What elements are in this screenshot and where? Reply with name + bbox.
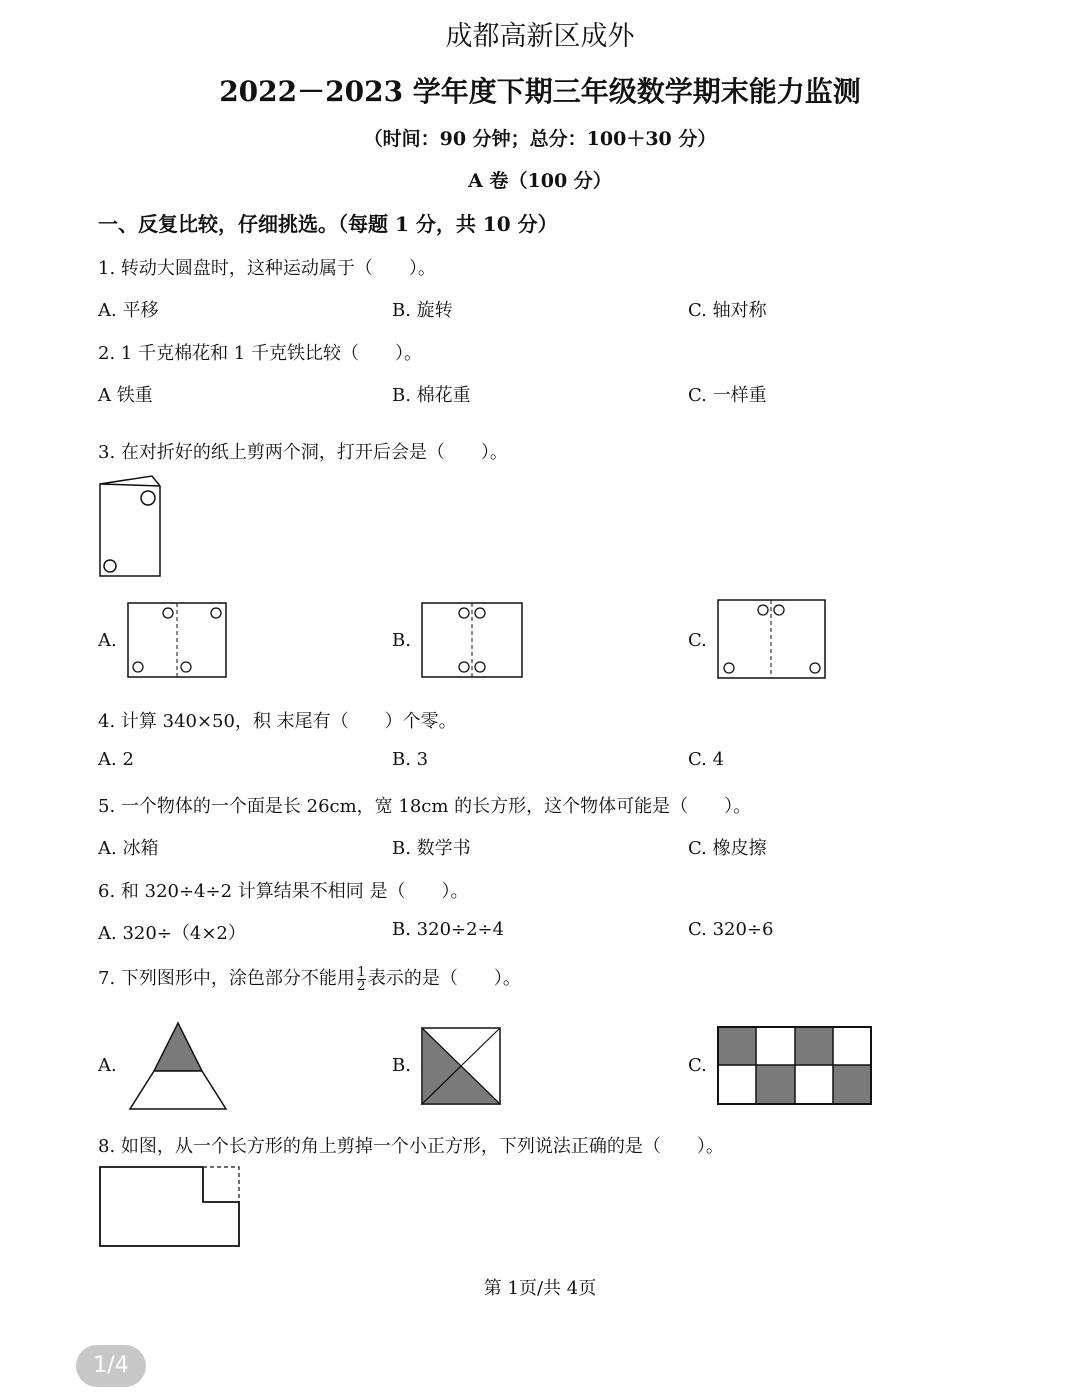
page-indicator[interactable]: 1/4: [76, 1345, 146, 1387]
q3-option-b: B.: [392, 630, 411, 651]
exam-title: 2022－2023 学年度下期三年级数学期末能力监测: [219, 75, 861, 108]
q3-figure-a: [127, 602, 227, 680]
q4-option-c: C. 4: [688, 749, 725, 770]
q5-option-c: C. 橡皮擦: [688, 838, 767, 859]
question-5: 5. 一个物体的一个面是长 26cm，宽 18cm 的长方形，这个物体可能是（ ）。: [98, 796, 752, 817]
volume-label: A 卷（100 分）: [468, 170, 612, 192]
question-8: 8. 如图，从一个长方形的角上剪掉一个小正方形，下列说法正确的是（ ）。: [98, 1136, 724, 1157]
folded-paper-figure: [96, 476, 166, 580]
q6-option-b: B. 320÷2÷4: [392, 919, 505, 940]
q6-option-c: C. 320÷6: [688, 919, 774, 940]
school-name: 成都高新区成外: [445, 21, 635, 52]
q8-cut-rectangle-figure: [99, 1166, 241, 1248]
question-2: 2. 1 千克棉花和 1 千克铁比较（ ）。: [98, 343, 422, 364]
q2-option-c: C. 一样重: [688, 385, 767, 406]
question-3: 3. 在对折好的纸上剪两个洞，打开后会是（ ）。: [98, 442, 508, 463]
q7-option-c: C.: [688, 1055, 707, 1076]
q7-frac-den: 2: [357, 978, 366, 994]
q7-text-before: 7. 下列图形中，涂色部分不能用: [98, 968, 355, 989]
q7-text-after: 表示的是（ ）。: [367, 968, 521, 989]
q1-option-c: C. 轴对称: [688, 300, 767, 321]
q4-option-b: B. 3: [392, 749, 429, 770]
q3-option-c: C.: [688, 630, 707, 651]
q3-figure-c: [717, 599, 827, 681]
q7-figure-c-grid: [717, 1026, 873, 1106]
q3-figure-b: [421, 602, 523, 680]
q6-option-a: A. 320÷（4×2）: [98, 923, 246, 944]
q7-option-b: B.: [392, 1055, 411, 1076]
q4-option-a: A. 2: [98, 749, 134, 770]
q7-figure-a-triangle: [128, 1021, 228, 1111]
question-7: [98, 964, 521, 993]
q5-option-a: A. 冰箱: [98, 838, 159, 859]
q1-option-a: A. 平移: [98, 300, 159, 321]
q7-fraction: [357, 966, 366, 993]
question-1: 1. 转动大圆盘时，这种运动属于（ ）。: [98, 258, 436, 279]
q7-option-a: A.: [98, 1055, 117, 1076]
q2-option-b: B. 棉花重: [392, 385, 471, 406]
q7-frac-num: 1: [357, 964, 366, 980]
q1-option-b: B. 旋转: [392, 300, 453, 321]
question-4: 4. 计算 340×50，积 末尾有（ ）个零。: [98, 711, 457, 732]
q5-option-b: B. 数学书: [392, 838, 471, 859]
q7-figure-b-square: [421, 1027, 503, 1107]
q3-option-a: A.: [98, 630, 117, 651]
exam-meta: （时间：90 分钟；总分：100＋30 分）: [363, 128, 717, 150]
question-6: 6. 和 320÷4÷2 计算结果不相同 是（ ）。: [98, 881, 469, 902]
page-footer: 第 1页/共 4页: [483, 1278, 597, 1299]
section-title: 一、反复比较，仔细挑选。（每题 1 分，共 10 分）: [98, 212, 558, 236]
q2-option-a: A 铁重: [98, 385, 153, 406]
